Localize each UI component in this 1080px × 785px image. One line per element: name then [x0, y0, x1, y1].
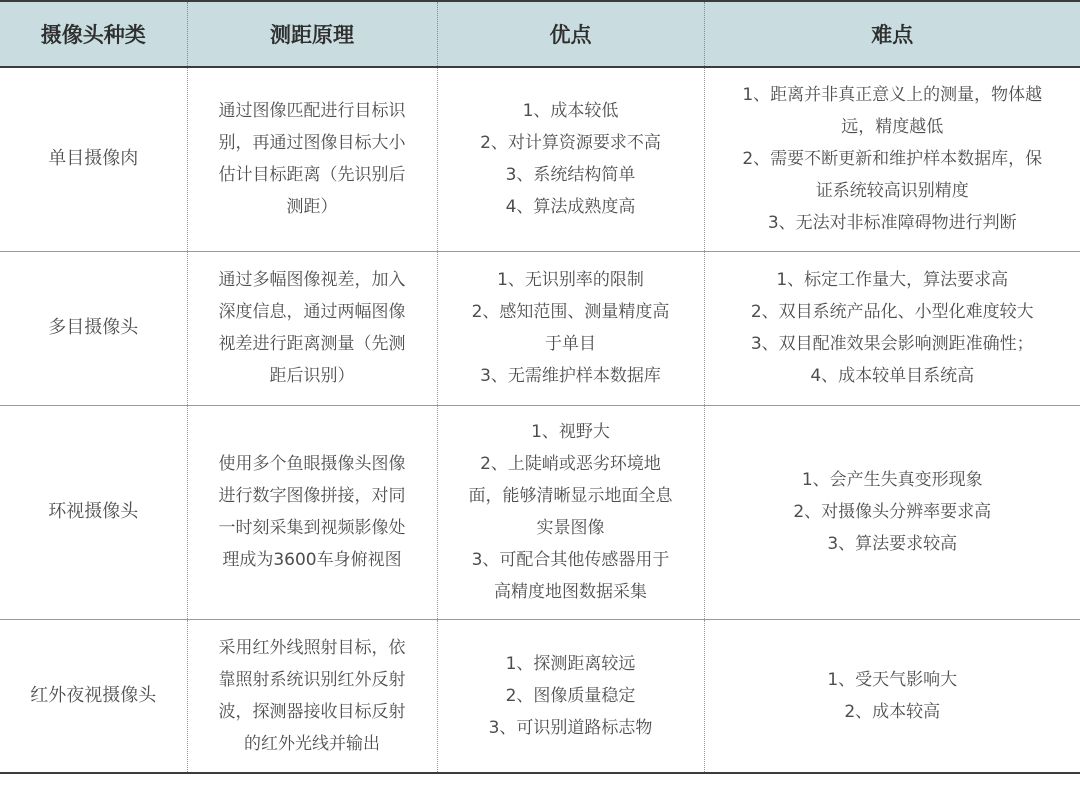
difficulty-item: 1、距离并非真正意义上的测量，物体越	[742, 85, 1043, 106]
camera-type-cell: 环视摄像头	[0, 405, 187, 619]
principle-cell	[187, 251, 437, 405]
difficulty-item: 2、需要不断更新和维护样本数据库，保	[742, 149, 1043, 170]
advantage-item: 1、无识别率的限制	[497, 270, 644, 290]
table-body	[0, 67, 1080, 773]
advantage-item: 3、可识别道路标志物	[488, 717, 653, 738]
advantage-item: 2、感知范围、测量精度高	[471, 302, 670, 322]
principle-cell	[187, 67, 437, 251]
advantage-item: 4、算法成熟度高	[505, 197, 636, 218]
difficulty-item: 4、成本较单目系统高	[810, 366, 975, 386]
principle-cell	[187, 619, 437, 773]
difficulty-item: 1、标定工作量大，算法要求高	[776, 270, 1009, 290]
header-row	[0, 1, 1080, 67]
advantages-cell	[437, 405, 704, 619]
table-header	[0, 1, 1080, 67]
principle-line: 采用红外线照射目标，依	[218, 637, 406, 658]
advantage-item: 1、探测距离较远	[505, 653, 636, 674]
advantage-item: 1、视野大	[531, 422, 610, 442]
difficulties-cell	[704, 251, 1080, 405]
camera-type-cell: 多目摄像头	[0, 251, 187, 405]
difficulties-cell	[704, 67, 1080, 251]
difficulty-item: 3、双目配准效果会影响测距准确性；	[750, 334, 1034, 354]
difficulty-item: 2、对摄像头分辨率要求高	[793, 502, 992, 522]
principle-line: 视差进行距离测量（先测	[218, 334, 406, 354]
difficulty-item: 1、会产生失真变形现象	[801, 470, 983, 490]
advantages-cell	[437, 619, 704, 773]
principle-line: 波，探测器接收目标反射	[218, 701, 406, 722]
principle-line: 通过图像匹配进行目标识	[218, 101, 406, 122]
principle-cell	[187, 405, 437, 619]
table-row	[0, 67, 1080, 251]
difficulty-item: 证系统较高识别精度	[815, 181, 969, 202]
difficulties-cell	[704, 619, 1080, 773]
advantage-item: 实景图像	[536, 518, 605, 538]
difficulty-item: 2、双目系统产品化、小型化难度较大	[750, 302, 1034, 322]
header-principle: 测距原理	[187, 1, 437, 67]
table-row	[0, 251, 1080, 405]
header-advantages: 优点	[437, 1, 704, 67]
advantage-item: 于单目	[545, 334, 596, 354]
advantage-item: 高精度地图数据采集	[494, 582, 647, 602]
difficulty-item: 2、成本较高	[844, 701, 941, 722]
principle-line: 别，再通过图像目标大小	[218, 133, 406, 154]
header-camera-type: 摄像头种类	[0, 1, 187, 67]
advantage-item: 2、对计算资源要求不高	[480, 133, 661, 154]
advantage-item: 3、无需维护样本数据库	[480, 366, 661, 386]
principle-line: 测距）	[286, 197, 338, 218]
advantage-item: 面，能够清晰显示地面全息	[468, 486, 673, 506]
principle-line: 深度信息，通过两幅图像	[218, 302, 406, 322]
principle-line: 使用多个鱼眼摄像头图像	[218, 454, 406, 474]
difficulty-item: 1、受天气影响大	[827, 669, 958, 690]
advantage-item: 2、图像质量稳定	[505, 685, 636, 706]
camera-type-cell: 红外夜视摄像头	[0, 619, 187, 773]
difficulties-cell	[704, 405, 1080, 619]
principle-line: 理成为3600车身俯视图	[222, 550, 402, 570]
difficulty-item: 3、无法对非标准障碍物进行判断	[767, 213, 1017, 234]
difficulty-item: 3、算法要求较高	[827, 534, 958, 554]
principle-line: 一时刻采集到视频影像处	[218, 518, 406, 538]
principle-line: 距后识别）	[269, 366, 355, 386]
camera-type-cell: 单目摄像肉	[0, 67, 187, 251]
advantage-item: 3、系统结构简单	[505, 165, 636, 186]
principle-line: 进行数字图像拼接，对同	[218, 486, 406, 506]
header-difficulties: 难点	[704, 1, 1080, 67]
advantages-cell	[437, 251, 704, 405]
advantage-item: 2、上陡峭或恶劣环境地	[480, 454, 661, 474]
advantage-item: 3、可配合其他传感器用于	[471, 550, 670, 570]
principle-line: 的红外光线并输出	[244, 733, 380, 754]
principle-line: 通过多幅图像视差，加入	[218, 270, 406, 290]
difficulty-item: 远，精度越低	[841, 117, 944, 138]
principle-line: 估计目标距离（先识别后	[218, 165, 406, 186]
table-row	[0, 405, 1080, 619]
principle-line: 靠照射系统识别红外反射	[218, 669, 406, 690]
advantage-item: 1、成本较低	[522, 101, 619, 122]
advantages-cell	[437, 67, 704, 251]
table-row	[0, 619, 1080, 773]
